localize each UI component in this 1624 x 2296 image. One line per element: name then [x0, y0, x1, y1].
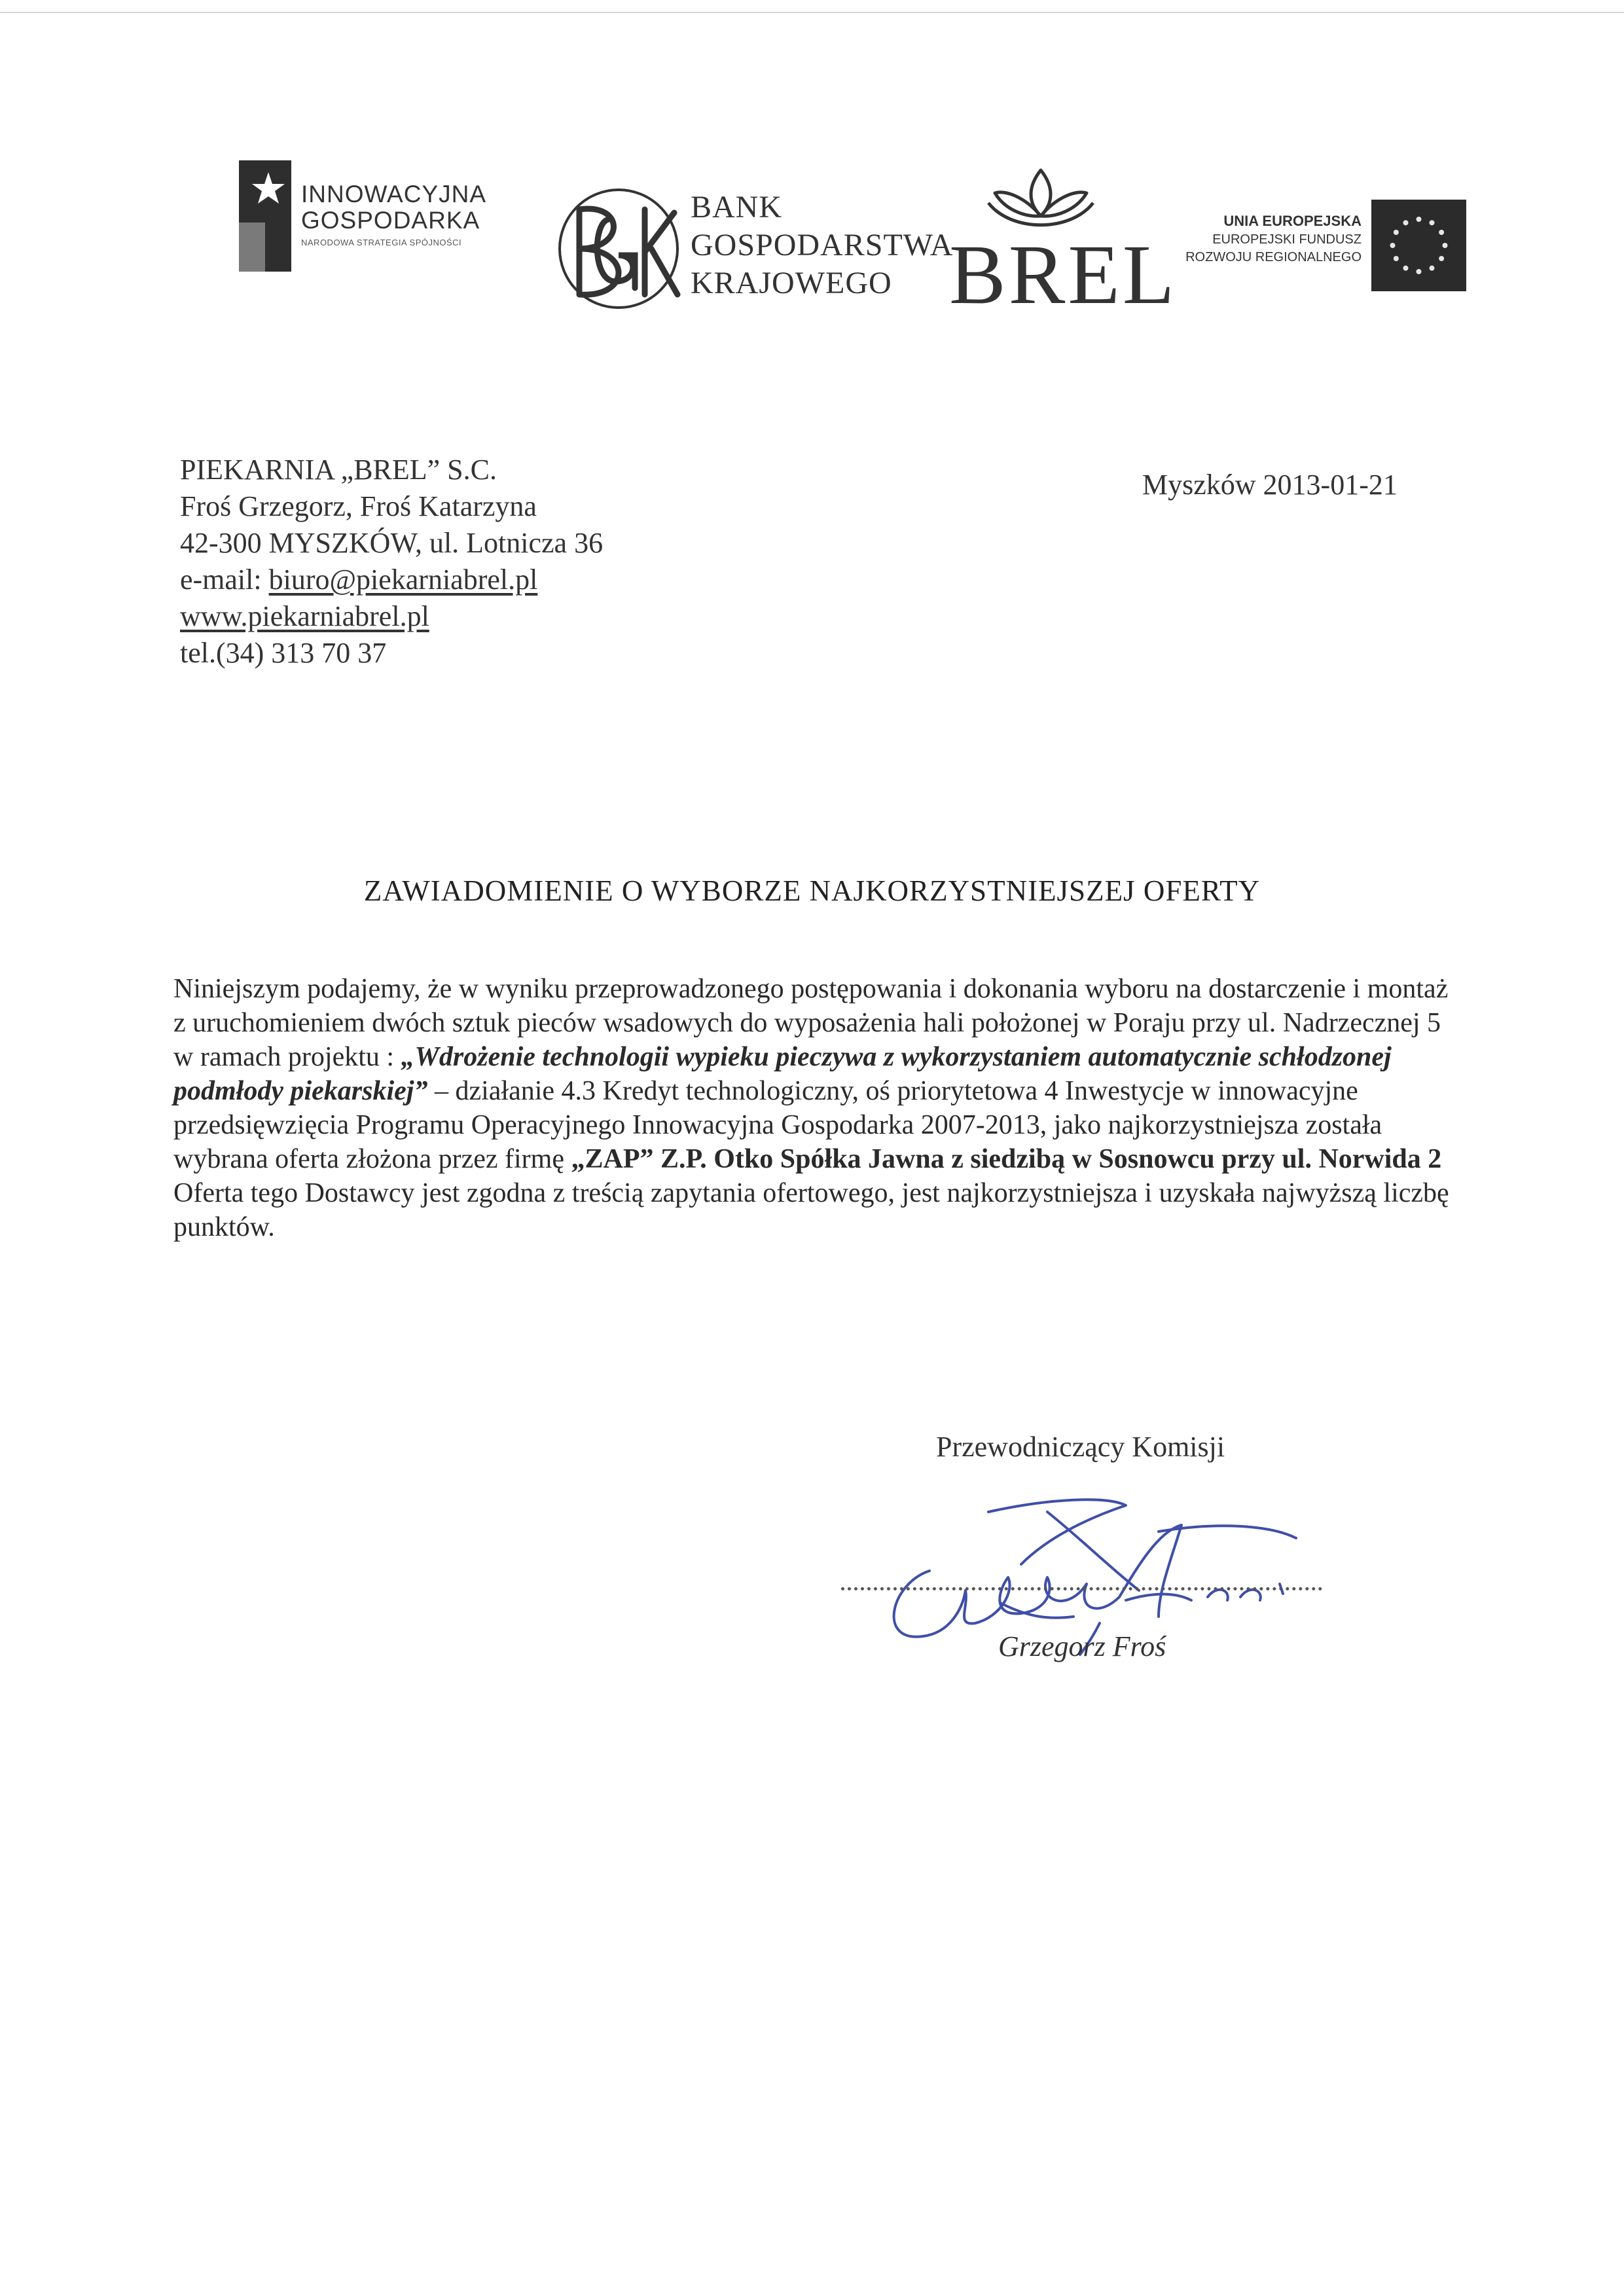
eu-text	[1185, 211, 1362, 266]
brel-wordmark: BREL	[949, 228, 1178, 322]
sender-name: PIEKARNIA „BREL” S.C.	[180, 454, 497, 486]
eu-star	[1430, 220, 1435, 225]
eu-line1: UNIA EUROPEJSKA	[1223, 213, 1362, 229]
eu-star	[1416, 269, 1422, 274]
body-part1: Niniejszym podajemy, że w wyniku przeprowadzonego postępowania i dokonania wyboru na dostarczenie i montaż z uruchomieniem dwóch sztuk pieców wsadowych do wyposażenia hali położonej w Poraju przy ul. Nadrzecznej 5 w ramach projektu :	[173, 974, 1449, 1072]
innowacyjna-gospodarka-logo	[239, 160, 514, 272]
body-part2: – działanie 4.3 Kredyt technologiczny, oś priorytetowa 4 Inwestycje w innowacyjne przedsięwzięcia Programu Operacyjnego Innowacyjna Gospodarka 2007-2013, jako najkorzystniejsza została wybrana oferta złożona przez firmę	[173, 1076, 1382, 1174]
ig-line2: GOSPODARKA	[301, 207, 480, 234]
bgk-line2: GOSPODARSTWA	[691, 228, 954, 262]
eu-star	[1439, 256, 1444, 261]
brel-logo	[949, 164, 1178, 322]
bgk-logo	[553, 183, 954, 314]
project-name: „Wdrożenie technologii wypieku pieczywa z wykorzystaniem automatycznie schłodzonej podmłody piekarskiej”	[173, 1042, 1392, 1106]
winning-company: „ZAP” Z.P. Otko Spółka Jawna z siedzibą w Sosnowcu przy ul. Norwida 2	[571, 1144, 1442, 1174]
eu-star	[1430, 266, 1435, 271]
ig-line3: NARODOWA STRATEGIA SPÓJNOŚCI	[301, 238, 462, 247]
sender-block	[180, 452, 603, 672]
sender-email-line	[180, 562, 603, 598]
bgk-text	[691, 188, 953, 302]
signatory-name: Grzegorz Froś	[998, 1630, 1166, 1662]
document-title: ZAWIADOMIENIE O WYBORZE NAJKORZYSTNIEJSZEJ OFERTY	[363, 874, 1261, 907]
bgk-line1: BANK	[691, 190, 783, 224]
eu-line3: ROZWOJU REGIONALNEGO	[1185, 250, 1362, 264]
sender-owners: Froś Grzegorz, Froś Katarzyna	[180, 490, 537, 522]
signature-role: Przewodniczący Komisji	[936, 1431, 1225, 1463]
letter-date: Myszków 2013-01-21	[1142, 469, 1398, 501]
eu-star	[1439, 230, 1444, 235]
website-link[interactable]: www.piekarniabrel.pl	[180, 600, 429, 632]
eu-star	[1394, 256, 1399, 261]
ig-line1: INNOWACYJNA	[301, 181, 487, 207]
bgk-monogram-icon	[553, 183, 684, 314]
eu-star	[1416, 217, 1422, 222]
innowacyjna-gospodarka-mark-icon	[239, 160, 291, 272]
eu-line2: EUROPEJSKI FUNDUSZ	[1212, 232, 1362, 247]
eu-star	[1403, 220, 1409, 225]
scan-edge-line	[0, 12, 1624, 13]
signature-dotted-line	[841, 1587, 1322, 1590]
body-paragraph	[173, 972, 1463, 1244]
sender-address: 42-300 MYSZKÓW, ul. Lotnicza 36	[180, 527, 604, 559]
body-part3: Oferta tego Dostawcy jest zgodna z treścią zapytania ofertowego, jest najkorzystniejsza i uzyskała najwyższą liczbę punktów.	[173, 1178, 1449, 1242]
innowacyjna-gospodarka-text	[301, 181, 486, 247]
eu-star	[1403, 266, 1409, 271]
bgk-line3: KRAJOWEGO	[691, 266, 892, 300]
sender-phone: tel.(34) 313 70 37	[180, 637, 387, 669]
brel-flower-icon	[985, 164, 1096, 236]
eu-star	[1394, 230, 1399, 235]
eu-star	[1443, 243, 1448, 248]
eu-logo	[1136, 200, 1466, 298]
eu-flag-icon	[1371, 200, 1466, 291]
email-label: e-mail:	[180, 564, 269, 596]
eu-star	[1390, 243, 1396, 248]
email-link[interactable]: biuro@piekarniabrel.pl	[268, 564, 538, 596]
